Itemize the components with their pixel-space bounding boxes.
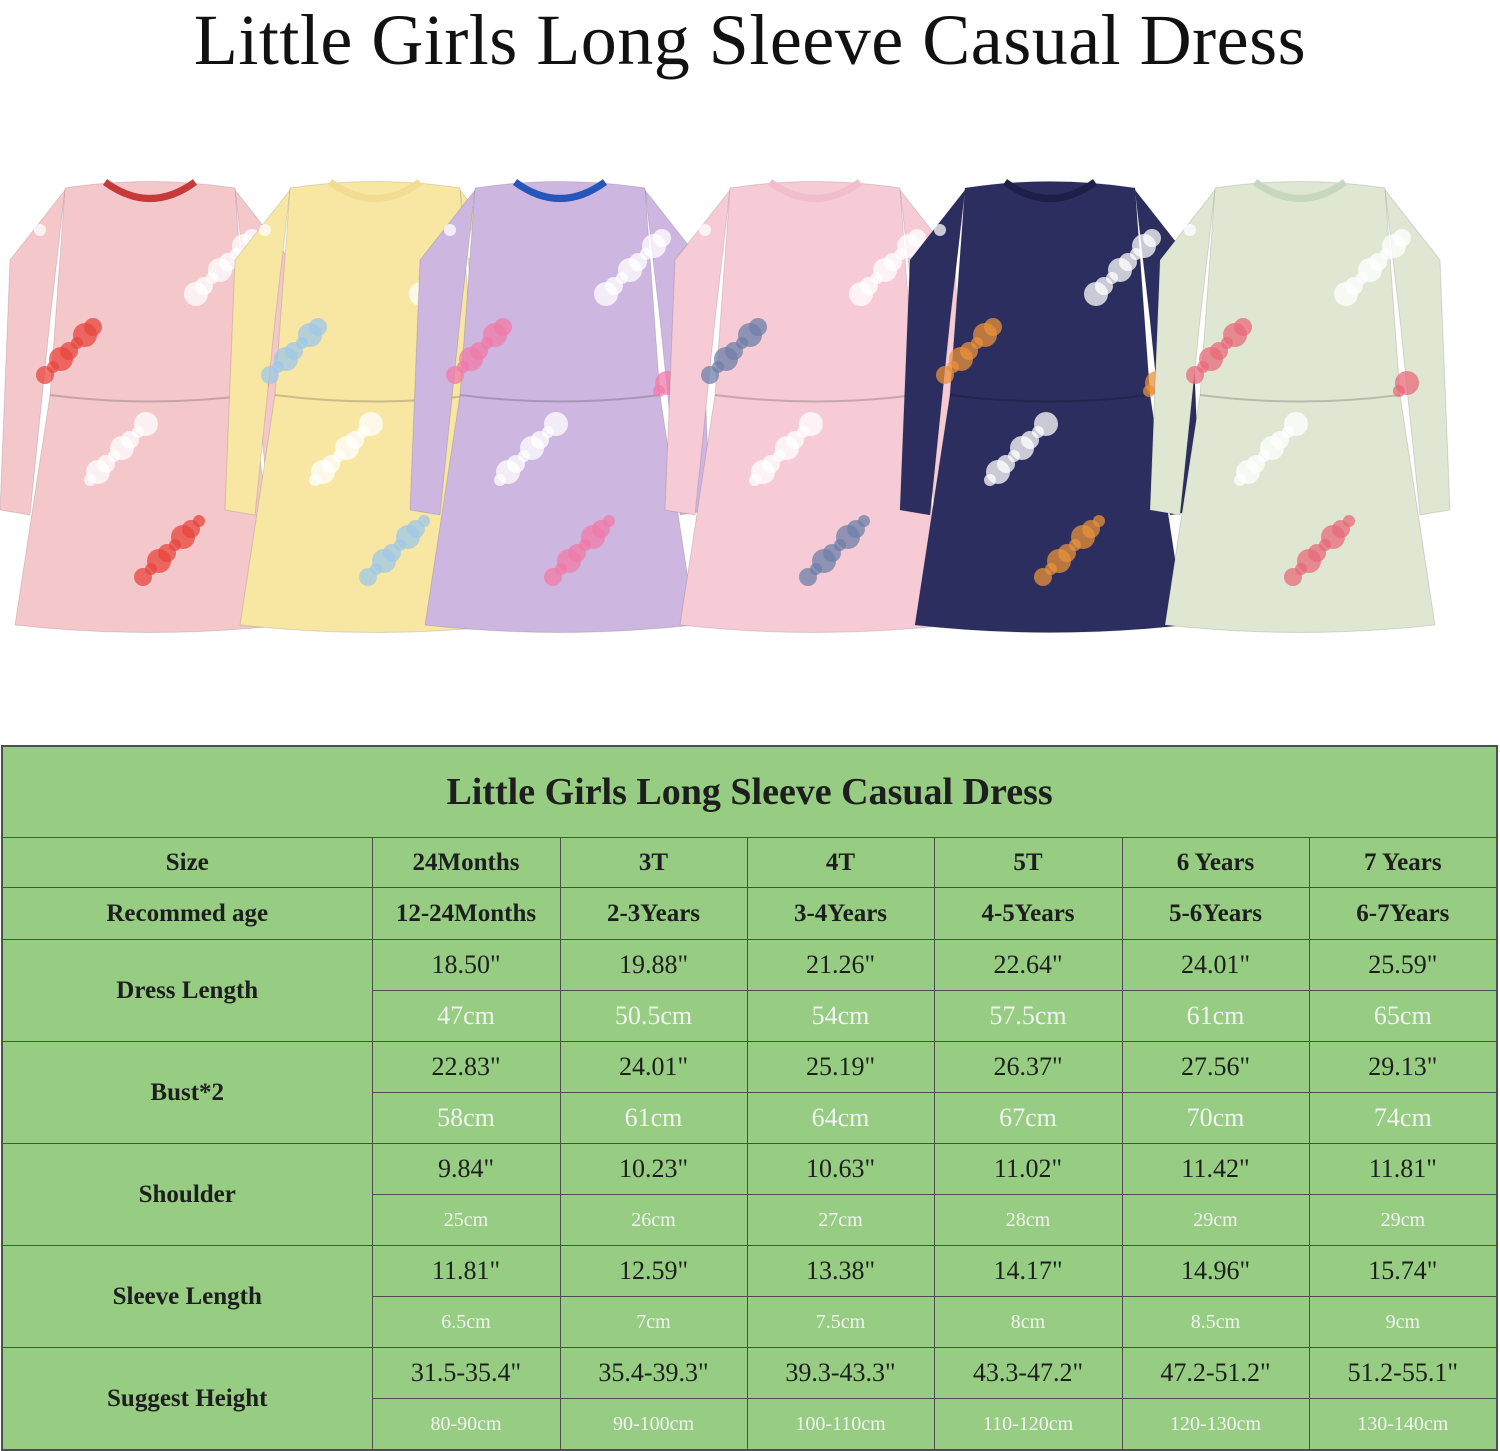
size-cell: 3T [560,838,747,888]
cm-cell: 100-110cm [747,1399,934,1451]
inch-cell: 11.81" [1309,1144,1497,1195]
age-cell: 3-4Years [747,888,934,940]
inch-cell: 35.4-39.3" [560,1348,747,1399]
dress-gallery [0,170,1500,640]
cm-cell: 27cm [747,1195,934,1246]
cm-cell: 7cm [560,1297,747,1348]
size-chart-table [1,745,1498,1451]
cm-cell: 29cm [1309,1195,1497,1246]
bust-inch-row [2,1042,1497,1093]
cm-cell: 65cm [1309,991,1497,1042]
size-cell: 6 Years [1122,838,1309,888]
sleeve-length-inch-row [2,1246,1497,1297]
inch-cell: 24.01" [1122,940,1309,991]
cm-cell: 61cm [560,1093,747,1144]
inch-cell: 24.01" [560,1042,747,1093]
inch-cell: 25.59" [1309,940,1497,991]
inch-cell: 22.64" [934,940,1122,991]
inch-cell: 18.50" [372,940,560,991]
inch-cell: 47.2-51.2" [1122,1348,1309,1399]
page-title: Little Girls Long Sleeve Casual Dress [193,0,1307,80]
age-cell: 5-6Years [1122,888,1309,940]
cm-cell: 120-130cm [1122,1399,1309,1451]
inch-cell: 29.13" [1309,1042,1497,1093]
cm-cell: 74cm [1309,1093,1497,1144]
inch-cell: 39.3-43.3" [747,1348,934,1399]
dress-length-inch-row [2,940,1497,991]
inch-cell: 14.17" [934,1246,1122,1297]
age-cell: 2-3Years [560,888,747,940]
size-row [2,838,1497,888]
cm-cell: 70cm [1122,1093,1309,1144]
cm-cell: 47cm [372,991,560,1042]
age-cell: 4-5Years [934,888,1122,940]
cm-cell: 54cm [747,991,934,1042]
cm-cell: 67cm [934,1093,1122,1144]
size-cell: 24Months [372,838,560,888]
sleeve-length-label: Sleeve Length [2,1246,372,1348]
inch-cell: 13.38" [747,1246,934,1297]
cm-cell: 64cm [747,1093,934,1144]
inch-cell: 11.81" [372,1246,560,1297]
cm-cell: 26cm [560,1195,747,1246]
shoulder-inch-row [2,1144,1497,1195]
age-row [2,888,1497,940]
shoulder-label: Shoulder [2,1144,372,1246]
size-cell: 7 Years [1309,838,1497,888]
inch-cell: 21.26" [747,940,934,991]
bust-label: Bust*2 [2,1042,372,1144]
inch-cell: 27.56" [1122,1042,1309,1093]
age-cell: 6-7Years [1309,888,1497,940]
cm-cell: 6.5cm [372,1297,560,1348]
table-title: Little Girls Long Sleeve Casual Dress [2,746,1497,838]
cm-cell: 130-140cm [1309,1399,1497,1451]
inch-cell: 31.5-35.4" [372,1348,560,1399]
cm-cell: 50.5cm [560,991,747,1042]
age-cell: 12-24Months [372,888,560,940]
cm-cell: 9cm [1309,1297,1497,1348]
cm-cell: 80-90cm [372,1399,560,1451]
inch-cell: 14.96" [1122,1246,1309,1297]
inch-cell: 26.37" [934,1042,1122,1093]
size-label: Size [2,838,372,888]
inch-cell: 10.23" [560,1144,747,1195]
cm-cell: 8cm [934,1297,1122,1348]
cm-cell: 61cm [1122,991,1309,1042]
cm-cell: 25cm [372,1195,560,1246]
suggest-height-inch-row [2,1348,1497,1399]
cm-cell: 90-100cm [560,1399,747,1451]
size-cell: 5T [934,838,1122,888]
inch-cell: 11.42" [1122,1144,1309,1195]
cm-cell: 57.5cm [934,991,1122,1042]
age-label: Recommed age [2,888,372,940]
inch-cell: 22.83" [372,1042,560,1093]
size-cell: 4T [747,838,934,888]
inch-cell: 25.19" [747,1042,934,1093]
cm-cell: 110-120cm [934,1399,1122,1451]
suggest-height-label: Suggest Height [2,1348,372,1451]
cm-cell: 28cm [934,1195,1122,1246]
inch-cell: 11.02" [934,1144,1122,1195]
inch-cell: 51.2-55.1" [1309,1348,1497,1399]
inch-cell: 12.59" [560,1246,747,1297]
inch-cell: 43.3-47.2" [934,1348,1122,1399]
cm-cell: 58cm [372,1093,560,1144]
inch-cell: 9.84" [372,1144,560,1195]
cm-cell: 7.5cm [747,1297,934,1348]
inch-cell: 19.88" [560,940,747,991]
inch-cell: 15.74" [1309,1246,1497,1297]
cm-cell: 8.5cm [1122,1297,1309,1348]
inch-cell: 10.63" [747,1144,934,1195]
dress-illustrations [0,170,1500,640]
cm-cell: 29cm [1122,1195,1309,1246]
dress-length-label: Dress Length [2,940,372,1042]
